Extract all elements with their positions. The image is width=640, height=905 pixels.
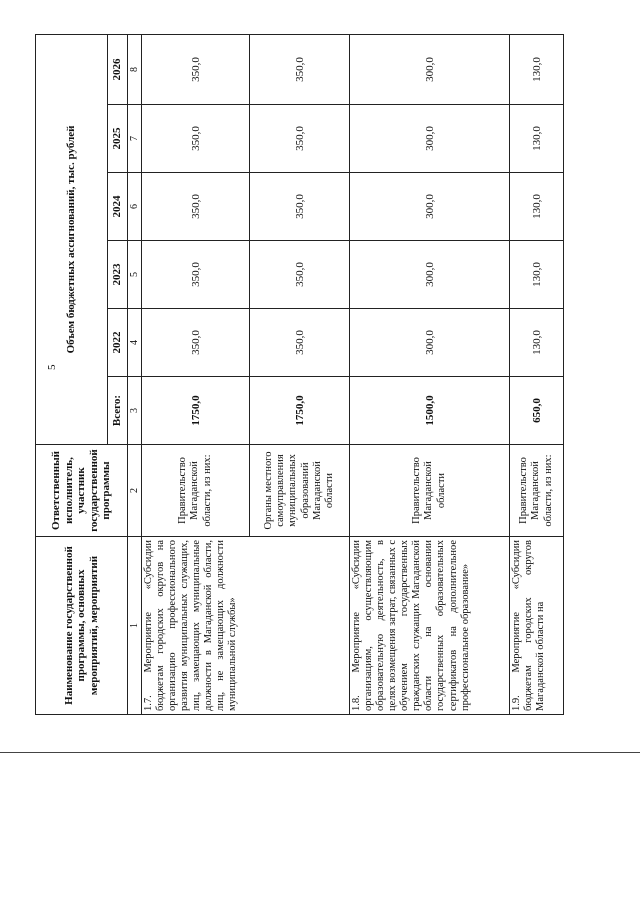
row-value: 350,0 bbox=[142, 173, 250, 241]
column-number: 5 bbox=[128, 241, 142, 309]
row-responsible: Правительство Магаданской области, из них: bbox=[142, 445, 250, 537]
row-total: 1750,0 bbox=[250, 377, 350, 445]
table-row bbox=[350, 34, 510, 714]
row-value: 350,0 bbox=[250, 34, 350, 104]
row-value: 130,0 bbox=[510, 105, 564, 173]
row-value: 300,0 bbox=[350, 241, 510, 309]
row-name: 1.9. Мероприятие «Субсидии бюджетам городских округов Магаданской области на bbox=[510, 537, 564, 715]
row-total: 1500,0 bbox=[350, 377, 510, 445]
column-number: 1 bbox=[128, 537, 142, 715]
header-year: 2024 bbox=[108, 173, 128, 241]
header-responsible-col: Ответственный исполнитель, участник государственной программы bbox=[36, 445, 128, 537]
row-value: 130,0 bbox=[510, 241, 564, 309]
header-year: 2025 bbox=[108, 105, 128, 173]
row-value: 130,0 bbox=[510, 173, 564, 241]
column-number: 2 bbox=[128, 445, 142, 537]
row-total: 650,0 bbox=[510, 377, 564, 445]
row-total: 1750,0 bbox=[142, 377, 250, 445]
row-value: 300,0 bbox=[350, 105, 510, 173]
row-value: 350,0 bbox=[142, 241, 250, 309]
row-name: 1.8. Мероприятие «Субсидии организациям, осуществляющим образовательную деятельность, в целях возмещения затрат, связанных с обучением государственных гражданских служащих Магаданской области на основании государственных образовательных сертификатов на дополнительное профессиональное образование» bbox=[350, 537, 510, 715]
row-value: 350,0 bbox=[250, 241, 350, 309]
row-value: 350,0 bbox=[250, 105, 350, 173]
row-value: 350,0 bbox=[142, 105, 250, 173]
column-number: 6 bbox=[128, 173, 142, 241]
budget-table bbox=[35, 34, 564, 715]
row-responsible: Правительство Магаданской области bbox=[350, 445, 510, 537]
row-value: 130,0 bbox=[510, 34, 564, 104]
row-value: 130,0 bbox=[510, 309, 564, 377]
column-number: 4 bbox=[128, 309, 142, 377]
row-value: 300,0 bbox=[350, 173, 510, 241]
header-volume: Объем бюджетных ассигнований, тыс. рублей bbox=[36, 34, 108, 444]
row-value: 350,0 bbox=[250, 309, 350, 377]
row-responsible: Правительство Магаданской области, из них: bbox=[510, 445, 564, 537]
row-value: 350,0 bbox=[142, 309, 250, 377]
header-year: 2023 bbox=[108, 241, 128, 309]
header-year: 2022 bbox=[108, 309, 128, 377]
column-number: 7 bbox=[128, 105, 142, 173]
row-name: 1.7. Мероприятие «Субсидии бюджетам городских округов на организацию профессионального развития муниципальных служащих, лиц, замещающих муниципальные должности в Магаданской области, лиц, не замещающих должности муниципальной службы» bbox=[142, 537, 350, 715]
page-separator-line bbox=[0, 752, 640, 753]
header-total: Всего: bbox=[108, 377, 128, 445]
page-number: 5 bbox=[46, 364, 58, 370]
table-row bbox=[142, 34, 250, 714]
header-name-col: Наименование государственной программы, основных мероприятий, мероприятий bbox=[36, 537, 128, 715]
table-row bbox=[510, 34, 564, 714]
row-value: 350,0 bbox=[250, 173, 350, 241]
row-value: 300,0 bbox=[350, 34, 510, 104]
row-value: 350,0 bbox=[142, 34, 250, 104]
row-value: 300,0 bbox=[350, 309, 510, 377]
column-number: 3 bbox=[128, 377, 142, 445]
header-year: 2026 bbox=[108, 34, 128, 104]
column-number: 8 bbox=[128, 34, 142, 104]
row-responsible: Органы местного самоуправления муниципальных образований Магаданской области bbox=[250, 445, 350, 537]
